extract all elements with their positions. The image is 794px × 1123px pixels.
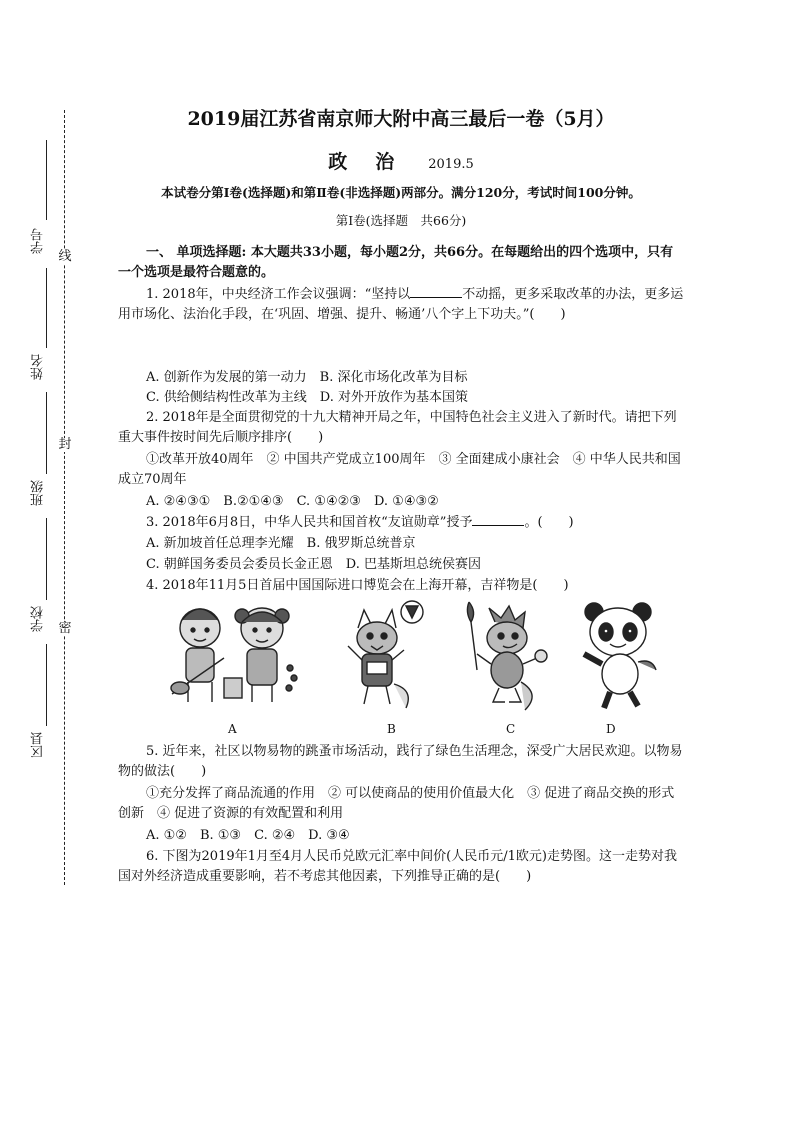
field-school-label: 学校 — [31, 606, 46, 632]
q1-answer-blank — [410, 285, 462, 298]
field-name — [30, 354, 48, 384]
field-student-id-rule — [46, 140, 47, 220]
field-student-id — [30, 228, 48, 258]
mascot-label-d: D — [606, 722, 616, 736]
binding-dashed-line — [64, 110, 65, 885]
field-name-label: 姓名 — [31, 354, 46, 380]
part-heading: 第Ⅰ卷(选择题 共66分) — [335, 213, 467, 228]
exam-title: 2019届江苏省南京师大附中高三最后一卷（5月） — [187, 108, 615, 130]
field-class-label: 班级 — [31, 480, 46, 506]
field-district-label: 区县 — [31, 732, 46, 758]
q2-items: ①改革开放40周年 ② 中国共产党成立100周年 ③ 全面建成小康社会 ④ 中华人民共和国成立70周年 — [118, 452, 681, 487]
mascot-b-wolf-image — [340, 598, 430, 716]
q3-options-cd: C. 朝鲜国务委员会委员长金正恩 D. 巴基斯坦总统侯赛因 — [146, 557, 481, 572]
exam-date: 2019.5 — [428, 157, 474, 172]
mascot-label-c: C — [506, 722, 516, 736]
mascot-c-fox-image — [455, 598, 555, 716]
subject-line — [118, 147, 684, 174]
mascot-label-b: B — [387, 722, 396, 736]
subject-name: 政治 — [328, 151, 423, 173]
section-instructions-text: 一、 单项选择题: 本大题共33小题，每小题2分，共66分。在每题给出的四个选项中，只有一个选项是最符合题意的。 — [118, 245, 674, 280]
field-name-rule — [46, 268, 47, 348]
binding-margin — [0, 0, 110, 1123]
q1-options-cd: C. 供给侧结构性改革为主线 D. 对外开放作为基本国策 — [146, 390, 468, 405]
field-district-rule — [46, 644, 47, 726]
field-school-rule — [46, 518, 47, 600]
field-class-rule — [46, 392, 47, 474]
mascot-d-panda-image — [570, 598, 670, 716]
question-5-stem: 5. 近年来，社区以物易物的跳蚤市场活动，践行了绿色生活理念，深受广大居民欢迎。以物易物的做法( ) — [118, 744, 683, 779]
q5-options: A. ①② B. ①③ C. ②④ D. ③④ — [146, 828, 350, 843]
seal-char-mi: 密 — [58, 621, 72, 636]
q4-mascot-options — [150, 598, 670, 736]
field-district — [30, 732, 48, 762]
q1-options-ab: A. 创新作为发展的第一动力 B. 深化市场化改革为目标 — [146, 370, 468, 385]
question-1-stem — [118, 285, 684, 325]
seal-char-feng: 封 — [58, 437, 72, 452]
seal-char-xian: 线 — [58, 249, 72, 264]
q3-stem-part-a: 3. 2018年6月8日，中华人民共和国首枚“友谊勋章”授予 — [146, 515, 473, 530]
q3-answer-blank — [472, 513, 524, 526]
q1-stem-part-b: 不动摇，更多采取改革的办法，更多运用市场化、法治化手段，在‘巩固、增强、提升、畅通’八个字上下功夫。”( ) — [118, 287, 684, 322]
question-6-stem: 6. 下图为2019年1月至4月人民币兑欧元汇率中间价(人民币元/1欧元)走势图。这一走势对我国对外经济造成重要影响，若不考虑其他因素，下列推导正确的是( ) — [118, 849, 677, 884]
q5-items: ①充分发挥了商品流通的作用 ② 可以使商品的使用价值最大化 ③ 促进了商品交换的形式创新 ④ 促进了资源的有效配置和利用 — [118, 786, 675, 821]
q1-stem-part-a: 1. 2018年，中央经济工作会议强调：“坚持以 — [146, 287, 411, 302]
mascot-a-children-image — [162, 598, 312, 716]
section-instructions — [118, 243, 684, 283]
field-class — [30, 480, 48, 510]
q3-stem-part-b: 。( ) — [524, 515, 574, 530]
field-student-id-label: 学号 — [31, 228, 46, 254]
question-3-stem — [118, 513, 684, 533]
q2-options: A. ②④③① B.②①④③ C. ①④②③ D. ①④③② — [146, 494, 439, 509]
question-4-stem: 4. 2018年11月5日首届中国国际进口博览会在上海开幕，吉祥物是( ) — [146, 578, 569, 593]
q3-options-ab: A. 新加坡首任总理李光耀 B. 俄罗斯总统普京 — [146, 536, 416, 551]
question-2-stem: 2. 2018年是全面贯彻党的十九大精神开局之年，中国特色社会主义进入了新时代。请把下列重大事件按时间先后顺序排序( ) — [118, 410, 677, 445]
mascot-label-a: A — [228, 722, 237, 736]
field-school — [30, 606, 48, 636]
exam-info: 本试卷分第Ⅰ卷(选择题)和第Ⅱ卷(非选择题)两部分。满分120分，考试时间100分钟。 — [161, 185, 641, 200]
